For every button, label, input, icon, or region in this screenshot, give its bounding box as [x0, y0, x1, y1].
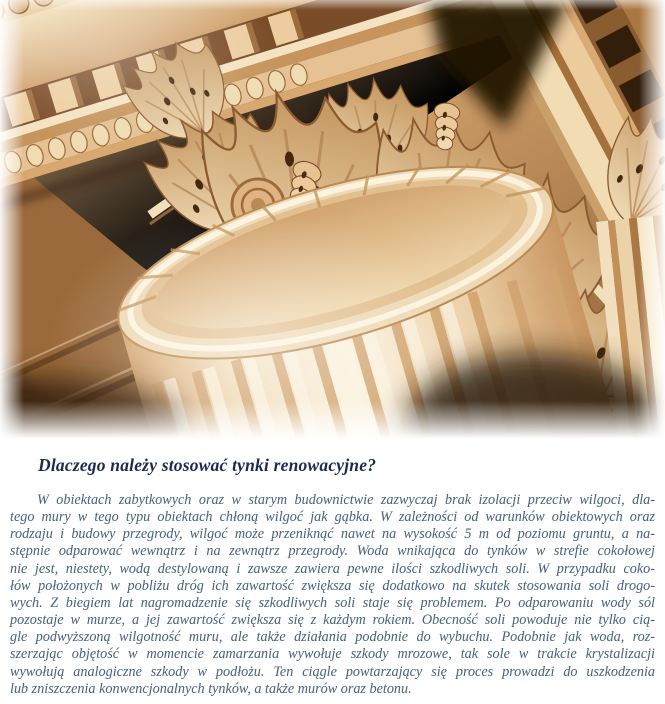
paragraph-line: tego mury w tego typu obiektach chłoną wilgoć jak gąbka. W zależności od warunków obiektowych oraz — [10, 509, 655, 526]
paragraph-line: wych. Z biegiem lat nagromadzenie się szkodliwych soli staje się problemem. Po odparowaniu wody sól — [10, 594, 655, 611]
paragraph-line: nie jest, niestety, wodą destylowaną i zawsze zawiera pewne ilości szkodliwych soli. W przypadku coko- — [10, 560, 655, 577]
page-title: Dlaczego należy stosować tynki renowacyjne? — [38, 455, 377, 475]
paragraph-line: wywołują analogiczne szkody w podłożu. Ten ciągle powtarzający się proces prowadzi do uszkodzenia — [10, 663, 655, 680]
paragraph-line: łów położonych w pobliżu dróg ich zawartość zwiększa się dodatkowo na skutek stosowania soli drogo- — [10, 577, 655, 594]
paragraph-line: szerzając objętość w momencie zamarzania wywołuje szkody mrozowe, tak sole w trakcie krystalizacji — [10, 646, 655, 663]
paragraph-line: rodzaju i budowy przegrody, wilgoć może przeniknąć nawet na wysokość 5 m od poziomu gruntu, a na- — [10, 526, 655, 543]
paragraph-line: gle podwyższoną wilgotność muru, ale także działania podobnie do wybuchu. Podobnie jak woda, roz- — [10, 629, 655, 646]
paragraph-line: stępnie odparować wewnątrz i na zewnątrz przegrody. Woda wnikająca do tynków w strefie cokołowej — [10, 543, 655, 560]
paragraph-line: lub zniszczenia konwencjonalnych tynków, a także murów oraz betonu. — [10, 680, 412, 697]
paragraph-line: pozostaje w murze, a jej zawartość zwiększa się z każdym rokiem. Obecność soli powoduje nie tylko cią- — [10, 612, 655, 629]
paragraph-line: W obiektach zabytkowych oraz w starym budownictwie zazwyczaj brak izolacji przeciw wilgoci, dla- — [37, 492, 655, 508]
body-paragraph — [10, 492, 655, 698]
